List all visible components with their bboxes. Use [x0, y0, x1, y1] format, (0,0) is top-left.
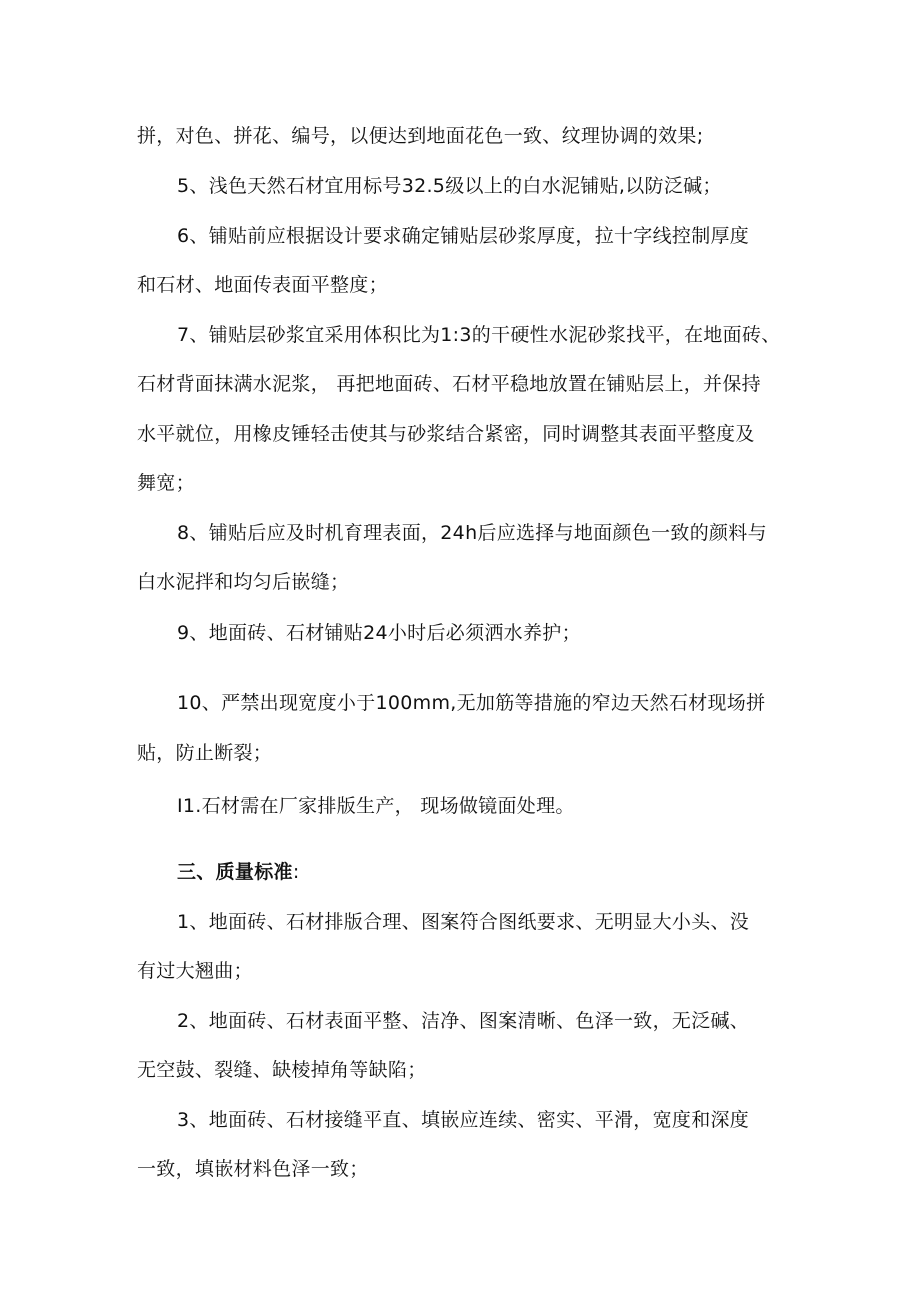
text-line: 舞宽； — [137, 472, 195, 494]
text-line: 3、地面砖、石材接缝平直、填嵌应连续、密实、平滑，宽度和深度 — [177, 1109, 750, 1131]
text-line: 有过大翘曲； — [137, 960, 253, 982]
text-line: 8、铺贴后应及时机育理表面，24h后应选择与地面颜色一致的颜料与 — [177, 522, 767, 544]
text-line: 6、铺贴前应根据设计要求确定铺贴层砂浆厚度，拉十字线控制厚度 — [177, 225, 750, 247]
text-line: I1.石材需在厂家排版生产， 现场做镜面处理。 — [177, 795, 575, 817]
section-heading — [177, 859, 300, 885]
text-line: 和石材、地面传表面平整度； — [137, 274, 388, 296]
text-line: 无空鼓、裂缝、缺棱掉角等缺陷； — [137, 1059, 427, 1081]
text-line: 1、地面砖、石材排版合理、图案符合图纸要求、无明显大小头、没 — [177, 911, 750, 933]
text-line: 石材背面抹满水泥浆， 再把地面砖、石材平稳地放置在铺贴层上，并保持 — [137, 373, 761, 395]
section-heading-text: 三、质量标准 — [177, 861, 293, 883]
text-line: 10、严禁出现宽度小于100mm,无加筋等措施的窄边天然石材现场拼 — [177, 692, 766, 714]
text-line: 贴，防止断裂； — [137, 742, 273, 764]
text-line: 9、地面砖、石材铺贴24小时后必须洒水养护； — [177, 622, 581, 644]
text-line: 白水泥拌和均匀后嵌缝； — [137, 571, 350, 593]
text-line: 水平就位，用橡皮锤轻击使其与砂浆结合紧密，同时调整其表面平整度及 — [137, 423, 755, 445]
text-line: 5、浅色天然石材宜用标号32.5级以上的白水泥铺贴,以防泛碱； — [177, 175, 722, 197]
text-line: 7、铺贴层砂浆宜采用体积比为1:3的干硬性水泥砂浆找平，在地面砖、 — [177, 324, 781, 346]
text-line: 一致，填嵌材料色泽一致； — [137, 1158, 369, 1180]
text-line: 拼，对色、拼花、编号，以便达到地面花色一致、纹理协调的效果; — [137, 125, 704, 147]
section-heading-colon: : — [292, 861, 300, 883]
text-line: 2、地面砖、石材表面平整、洁净、图案清晰、色泽一致，无泛碱、 — [177, 1010, 750, 1032]
